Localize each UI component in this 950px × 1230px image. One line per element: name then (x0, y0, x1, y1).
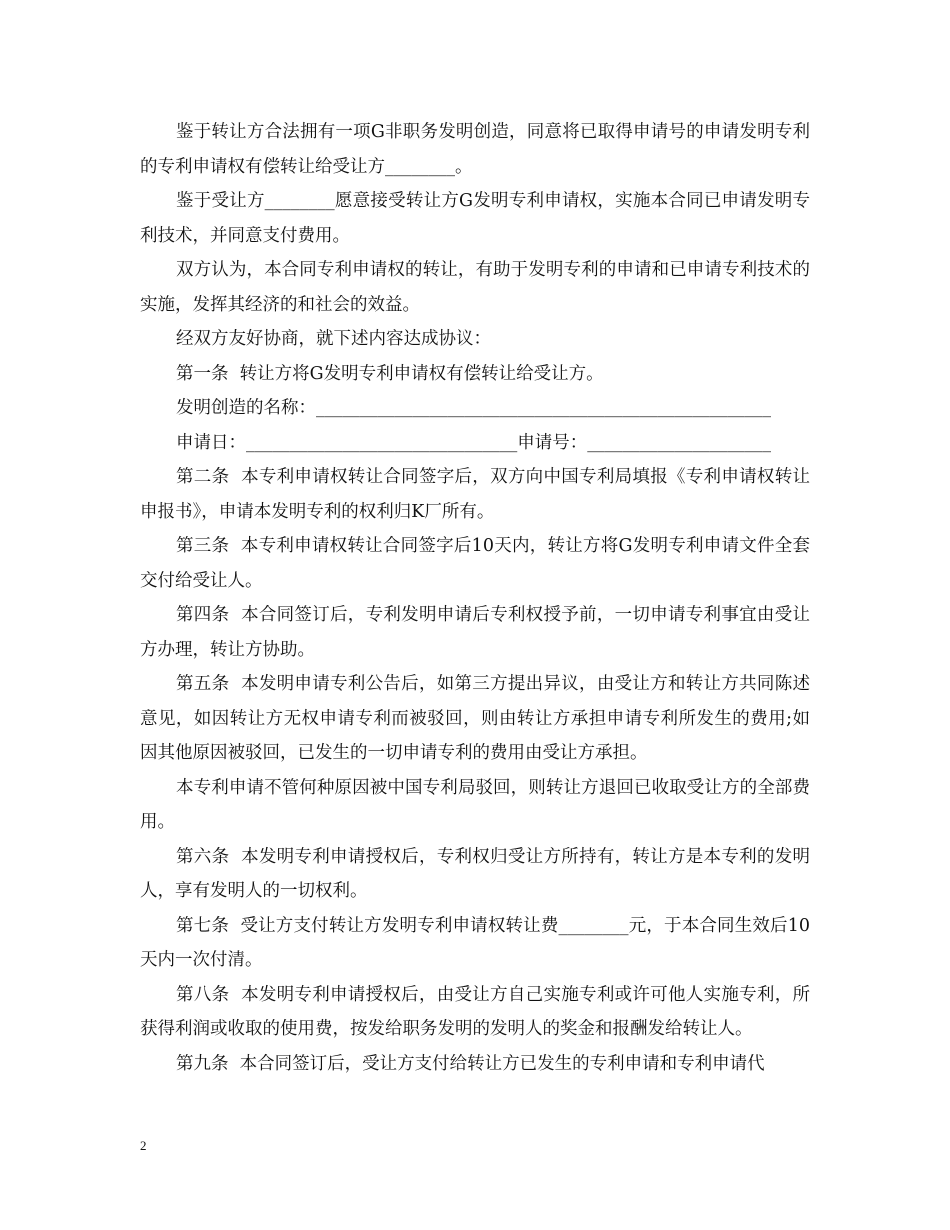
paragraph-preamble-3: 双方认为，本合同专利申请权的转让，有助于发明专利的申请和已申请专利技术的实施，发挥其经济的和社会的效益。 (140, 260, 810, 315)
paragraph-article-6: 第六条 本发明专利申请授权后，专利权归受让方所持有，转让方是本专利的发明人，享有发明人的一切权利。 (140, 846, 810, 901)
paragraph-agreement-intro: 经双方友好协商，就下述内容达成协议： (176, 329, 491, 349)
field-application-date-number: 申请日：_______________________________申请号：_____________________ (176, 432, 771, 453)
paragraph-preamble-1: 鉴于转让方合法拥有一项G非职务发明创造，同意将已取得申请号的申请发明专利的专利申请权有偿转让给受让方________。 (140, 122, 810, 177)
paragraph-article-4: 第四条 本合同签订后，专利发明申请后专利权授予前，一切申请专利事宜由受让方办理，转让方协助。 (140, 605, 810, 660)
paragraph-article-5: 第五条 本发明申请专利公告后，如第三方提出异议，由受让方和转让方共同陈述意见，如因转让方无权申请专利而被驳回，则由转让方承担申请专利所发生的费用;如因其他原因被驳回，已发生的一切申请专利的费用由受让方承担。 (140, 674, 810, 763)
paragraph-article-9: 第九条 本合同签订后，受让方支付给转让方已发生的专利申请和专利申请代 (176, 1053, 765, 1074)
paragraph-article-5-note: 本专利申请不管何种原因被中国专利局驳回，则转让方退回已收取受让方的全部费用。 (140, 777, 810, 832)
paragraph-article-7: 第七条 受让方支付转让方发明专利申请权转让费________元，于本合同生效后10天内一次付清。 (140, 915, 810, 970)
paragraph-article-3: 第三条 本专利申请权转让合同签字后10天内，转让方将G发明专利申请文件全套交付给受让人。 (140, 536, 810, 591)
paragraph-article-2: 第二条 本专利申请权转让合同签字后，双方向中国专利局填报《专利申请权转让申报书》，申请本发明专利的权利归K厂所有。 (140, 467, 810, 522)
page-number: 2 (140, 1138, 147, 1153)
paragraph-article-8: 第八条 本发明专利申请授权后，由受让方自己实施专利或许可他人实施专利，所获得利润或收取的使用费，按发给职务发明的发明人的奖金和报酬发给转让人。 (140, 984, 810, 1039)
field-invention-name: 发明创造的名称：____________________________________________________ (176, 398, 771, 418)
document-body (140, 115, 810, 1081)
paragraph-article-1: 第一条 转让方将G发明专利申请权有偿转让给受让方。 (176, 363, 604, 384)
paragraph-preamble-2: 鉴于受让方________愿意接受转让方G发明专利申请权，实施本合同已申请发明专利技术，并同意支付费用。 (140, 191, 810, 246)
